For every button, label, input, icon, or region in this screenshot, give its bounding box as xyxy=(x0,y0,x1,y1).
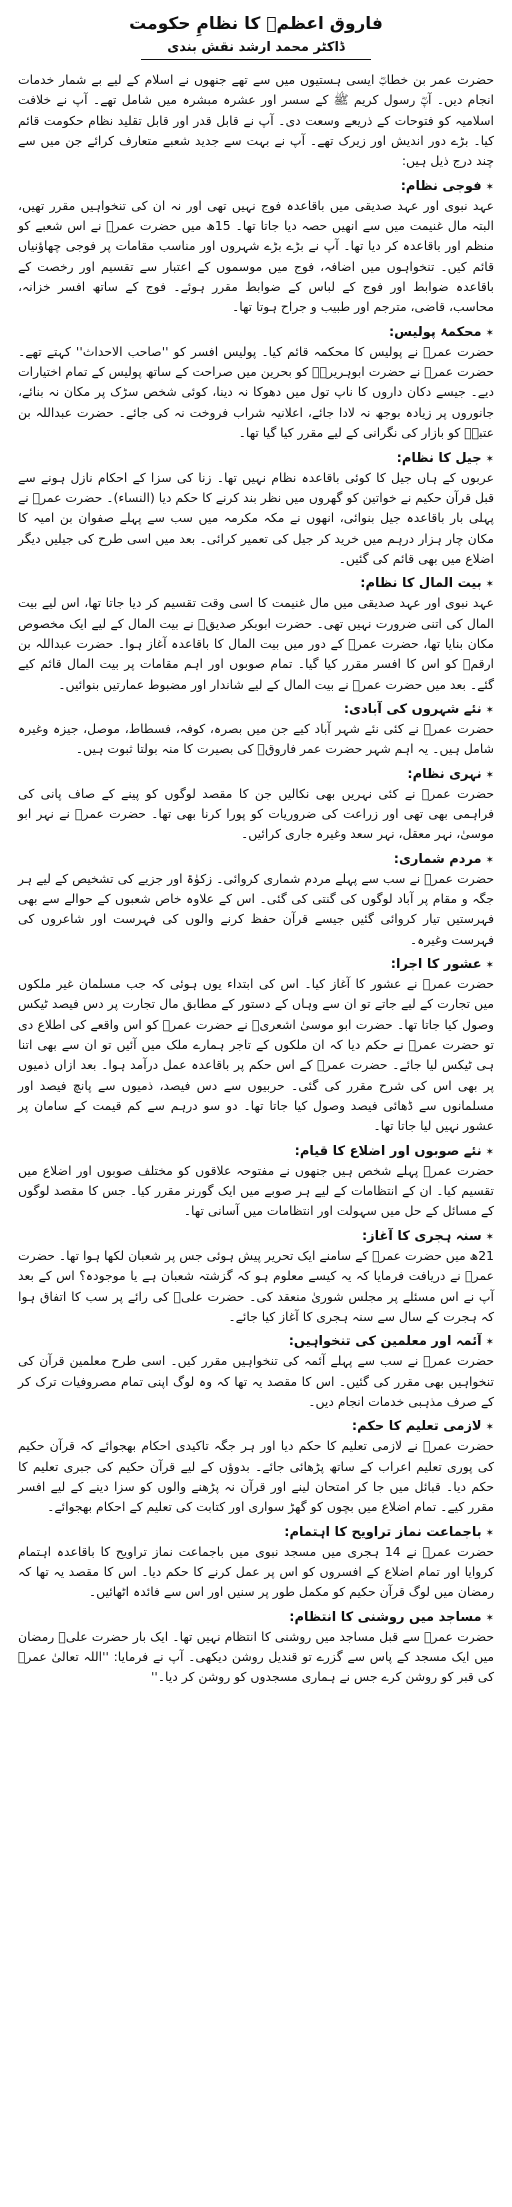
star-icon: ✶ xyxy=(485,769,494,781)
section-heading: ✶مردم شماری: xyxy=(393,851,494,867)
section-paragraph: عربوں کے ہاں جیل کا کوئی باقاعدہ نظام نہیں تھا۔ زنا کی سزا کے احکام نازل ہونے سے قبل قرآن حکیم نے خواتین کو گھروں میں نظر بند کرنے کا حکم دیا (النساء)۔ حضرت عمرؓ نے پہلی بار باقاعدہ جیل بنوائی، انھوں نے مکہ مکرمہ میں سب سے پہلے صفوان بن امیہ کا مکان چار ہزار درہم میں خرید کر جیل کی تعمیر کرائی۔ بعد میں اسی طرح کی جیلیں دیگر اضلاع میں بھی قائم کی گئیں۔ xyxy=(18,469,494,566)
star-icon: ✶ xyxy=(485,1337,494,1349)
section-heading: ✶آئمہ اور معلمین کی تنخواہیں: xyxy=(288,1334,494,1350)
star-icon: ✶ xyxy=(485,1612,494,1624)
section-paragraph: حضرت عمرؓ سے قبل مساجد میں روشنی کا انتظام نہیں تھا۔ ایک بار حضرت علیؓ رمضان میں ایک مسجد کے پاس سے گزرے تو قندیل روشن دیکھی۔ آپ نے فرمایا: ''اللہ تعالیٰ عمرؓ کی قبر کو روشن کرے جس نے ہماری مسجدوں کو روشن کر دیا۔'' xyxy=(18,1628,494,1685)
section-paragraph: حضرت عمرؓ نے عشور کا آغاز کیا۔ اس کی ابتداء یوں ہوئی کہ جب مسلمان غیر ملکوں میں تجارت کے لیے جاتے تو ان سے وہاں کے دستور کے مطابق مال تجارت پر دس فیصد ٹیکس وصول کیا جاتا تھا۔ حضرت ابو موسیٰ اشعریؓ نے حضرت عمرؓ کو اس واقعے کی اطلاع دی تو حضرت عمرؓ نے حکم دیا کہ ان ملکوں کے تاجر ہمارے ملک میں آئیں تو ان سے بھی اتنا ہی ٹیکس لیا جائے۔ حضرت عمرؓ کے اس حکم پر باقاعدہ عمل درآمد ہوا۔ بعد ازاں ذمیوں پر بھی اس کی شرح مقرر کی گئی۔ حربیوں سے دس فیصد، ذمیوں سے پانچ فیصد اور مسلمانوں سے ڈھائی فیصد وصول کیا جاتا تھا۔ دو سو درہم سے کم قیمت کے سامان پر عشور نہیں لیا جاتا تھا۔ xyxy=(18,976,494,1134)
section-paragraph: حضرت عمرؓ نے 14 ہجری میں مسجد نبوی میں باجماعت نماز تراویح کا باقاعدہ اہتمام کروایا اور تمام اضلاع کے افسروں کو اس پر عمل کرنے کا حکم دیا۔ اس کا مقصد یہ تھا کہ رمضان میں لوگ قرآن حکیم کو مکمل طور پر سنیں اور اس سے فائدہ اٹھائیں۔ xyxy=(18,1543,494,1600)
article-title: فاروق اعظمؓ کا نظامِ حکومت xyxy=(129,14,383,34)
section-military xyxy=(18,179,494,318)
section-heading: ✶جیل کا نظام: xyxy=(396,450,494,466)
section-paragraph: 21ھ میں حضرت عمرؓ کے سامنے ایک تحریر پیش ہوئی جس پر شعبان لکھا ہوا تھا۔ حضرت عمرؓ نے دریافت فرمایا کہ یہ کیسے معلوم ہو کہ گزشتہ شعبان ہے یا موجودہ؟ اس کے بعد آپ نے اس مسئلے پر مجلس شوریٰ منعقد کی۔ حضرت علیؓ کی رائے پر سب کا اتفاق ہوا کہ ہجرت کے سال سے سنہ ہجری کا آغاز کیا جائے۔ xyxy=(18,1247,494,1324)
byline-rule xyxy=(141,59,371,60)
star-icon: ✶ xyxy=(485,1146,494,1158)
section-paragraph: حضرت عمرؓ نے لازمی تعلیم کا حکم دیا اور ہر جگہ تاکیدی احکام بھجوائے کہ قرآن حکیم کی پوری تعلیم اعراب کے ساتھ پڑھائی جائے۔ بدوؤں کے لیے قرآن حکیم کی جبری تعلیم کا حکم دیا۔ قبائل میں جا کر امتحان لینے اور قرآن نہ پڑھنے والوں کو سزا دینے کے لیے افسر مقرر کیے۔ تمام اضلاع میں بچوں کو گھڑ سواری اور کتابت کی تعلیم کے احکام بھجوائے۔ xyxy=(18,1438,494,1515)
star-icon: ✶ xyxy=(485,854,494,866)
section-ushur xyxy=(18,957,494,1137)
star-icon: ✶ xyxy=(485,1527,494,1539)
section-heading: ✶باجماعت نماز تراویح کا اہتمام: xyxy=(284,1524,494,1540)
section-census xyxy=(18,852,494,950)
star-icon: ✶ xyxy=(485,579,494,591)
article-byline: ڈاکٹر محمد ارشد نقش بندی xyxy=(167,40,345,55)
section-mosque-lighting xyxy=(18,1610,494,1688)
star-icon: ✶ xyxy=(485,704,494,716)
section-taraweeh xyxy=(18,1525,494,1603)
section-paragraph: حضرت عمرؓ پہلے شخص ہیں جنھوں نے مفتوحہ علاقوں کو مختلف صوبوں اور اضلاع میں تقسیم کیا۔ ان کے انتظامات کے لیے ہر صوبے میں ایک گورنر مقرر کیا۔ جس کا مقصد لوگوں کے مسائل کے حل میں سہولت اور انتظامات میں آسانی تھا۔ xyxy=(18,1162,494,1219)
section-jail xyxy=(18,451,494,570)
section-heading: ✶بیت المال کا نظام: xyxy=(360,576,494,592)
section-heading: ✶مساجد میں روشنی کا انتظام: xyxy=(289,1609,494,1625)
star-icon: ✶ xyxy=(485,1422,494,1434)
section-canals xyxy=(18,767,494,845)
article-header xyxy=(18,14,494,60)
section-paragraph: حضرت عمرؓ نے سب سے پہلے آئمہ کی تنخواہیں مقرر کیں۔ اسی طرح معلمین قرآن کی تنخواہیں بھی مقرر کی گئیں۔ اس کا مقصد یہ تھا کہ وہ لوگ اپنی تمام مصروفیات ترک کر کے صرف مذہبی خدمات انجام دیں۔ xyxy=(18,1353,494,1409)
section-paragraph: حضرت عمرؓ نے کئی نئے شہر آباد کیے جن میں بصرہ، کوفہ، فسطاط، موصل، جیزہ وغیرہ شامل ہیں۔ یہ اہم شہر حضرت عمر فاروقؓ کی بصیرت کا منہ بولتا ثبوت ہیں۔ xyxy=(18,720,494,757)
section-paragraph: حضرت عمرؓ نے پولیس کا محکمہ قائم کیا۔ پولیس افسر کو ''صاحب الاحداث'' کہتے تھے۔ حضرت عمرؓ نے حضرت ابوہریرہؓ کو بحرین میں صراحت کے ساتھ پولیس کے تمام اختیارات دیے۔ جیسے دکان داروں کا ناپ تول میں دھوکا نہ دینا، کوئی شخص سڑک پر مکان نہ بنائے، جانوروں پر زیادہ بوجھ نہ لادا جائے، اعلانیہ شراب فروخت نہ کی جائے۔ حضرت عبداللہ بن عتبہؓ کو بازار کی نگرانی کے لیے مقرر کیا گیا تھا۔ xyxy=(18,343,494,441)
star-icon: ✶ xyxy=(485,1231,494,1243)
section-paragraph: حضرت عمرؓ نے سب سے پہلے مردم شماری کروائی۔ زکوٰۃ اور جزیے کی تشخیص کے لیے ہر جگہ و مقام پر آباد لوگوں کی گنتی کی گئی۔ اس کے علاوہ خاص شعبوں کے حوالے سے بھی فہرستیں تیار کروائی گئیں جیسے قرآن حفظ کرنے والوں کی فہرست اور شاعروں کی فہرست وغیرہ۔ xyxy=(18,870,494,947)
section-paragraph: عہد نبوی اور عہد صدیقی میں باقاعدہ فوج نہیں تھی اور نہ ان کی تنخواہیں مقرر تھیں، البتہ مال غنیمت میں سے انھیں حصہ دیا جاتا تھا۔ 15ھ میں حضرت عمرؓ نے اس شعبے کو منظم اور باقاعدہ کر دیا تھا۔ آپ نے بڑے بڑے شہروں اور مناسب مقامات پر فوجی چھاؤنیاں قائم کیں۔ تنخواہوں میں اضافہ، فوج میں موسموں کے اعتبار سے تقسیم اور رخصت کے باقاعدہ ضوابط اور فوج کے لباس کے ضوابط مقرر ہوئے۔ فوج کے ساتھ افسر خزانہ، محاسب، قاضی، مترجم اور طبیب و جراح ہوتا تھا۔ xyxy=(18,197,494,315)
section-heading: ✶فوجی نظام: xyxy=(400,178,494,194)
section-treasury xyxy=(18,576,494,695)
section-paragraph: عہد نبوی اور عہد صدیقی میں مال غنیمت کا اسی وقت تقسیم کر دیا جاتا تھا، اس لیے بیت المال کی اتنی ضرورت نہیں تھی۔ حضرت ابوبکر صدیقؓ نے بیت المال کے لیے ایک مخصوص مکان بنایا تھا، حضرت عمرؓ کے دور میں بیت المال کا باقاعدہ آغاز ہوا۔ حضرت عبداللہ بن ارقمؓ کو اس کا افسر مقرر کیا گیا۔ تمام صوبوں اور اہم مقامات پر بیت المال قائم کیے گئے۔ بعد میں حضرت عمرؓ نے بیت المال کے لیے شاندار اور مضبوط عمارتیں بنوائیں۔ xyxy=(18,595,494,692)
section-new-cities xyxy=(18,702,494,760)
section-heading: ✶نئے صوبوں اور اضلاع کا قیام: xyxy=(294,1143,494,1159)
section-paragraph: حضرت عمرؓ نے کئی نہریں بھی نکالیں جن کا مقصد لوگوں کو پینے کے صاف پانی کی فراہمی بھی تھی اور زراعت کی ضروریات کو پورا کرنا بھی تھا۔ حضرت عمرؓ نے نہر ابو موسیٰ، نہر معقل، نہر سعد وغیرہ جاری کرائیں۔ xyxy=(18,785,494,842)
star-icon: ✶ xyxy=(485,453,494,465)
section-salaries xyxy=(18,1334,494,1412)
section-heading: ✶لازمی تعلیم کا حکم: xyxy=(351,1419,494,1435)
section-police xyxy=(18,325,494,444)
section-heading: ✶نئے شہروں کی آبادی: xyxy=(343,701,494,717)
section-heading: ✶نہری نظام: xyxy=(407,766,494,782)
star-icon: ✶ xyxy=(485,327,494,339)
section-education xyxy=(18,1419,494,1517)
section-hijri xyxy=(18,1229,494,1327)
star-icon: ✶ xyxy=(485,960,494,972)
section-provinces xyxy=(18,1144,494,1222)
star-icon: ✶ xyxy=(485,181,494,193)
intro-paragraph: حضرت عمر بن خطابؓ ایسی ہستیوں میں سے تھے جنھوں نے اسلام کے لیے بے شمار خدمات انجام دیں۔ آپؓ رسول کریم ﷺ کے سسر اور عشرہ مبشرہ میں شامل تھے۔ آپ نے خلافت اسلامیہ کو فتوحات کے ذریعے وسعت دی۔ آپ نے قابل قدر اور قابل تقلید نظام حکومت قائم کیا۔ بڑے دور اندیش اور زیرک تھے۔ آپ نے بہت سے جدید شعبے متعارف کرائے جن میں سے چند درج ذیل ہیں: xyxy=(18,72,494,169)
section-heading: ✶محکمۂ پولیس: xyxy=(388,324,494,340)
section-heading: ✶سنہ ہجری کا آغاز: xyxy=(361,1228,494,1244)
section-heading: ✶عشور کا اجرا: xyxy=(390,957,494,973)
